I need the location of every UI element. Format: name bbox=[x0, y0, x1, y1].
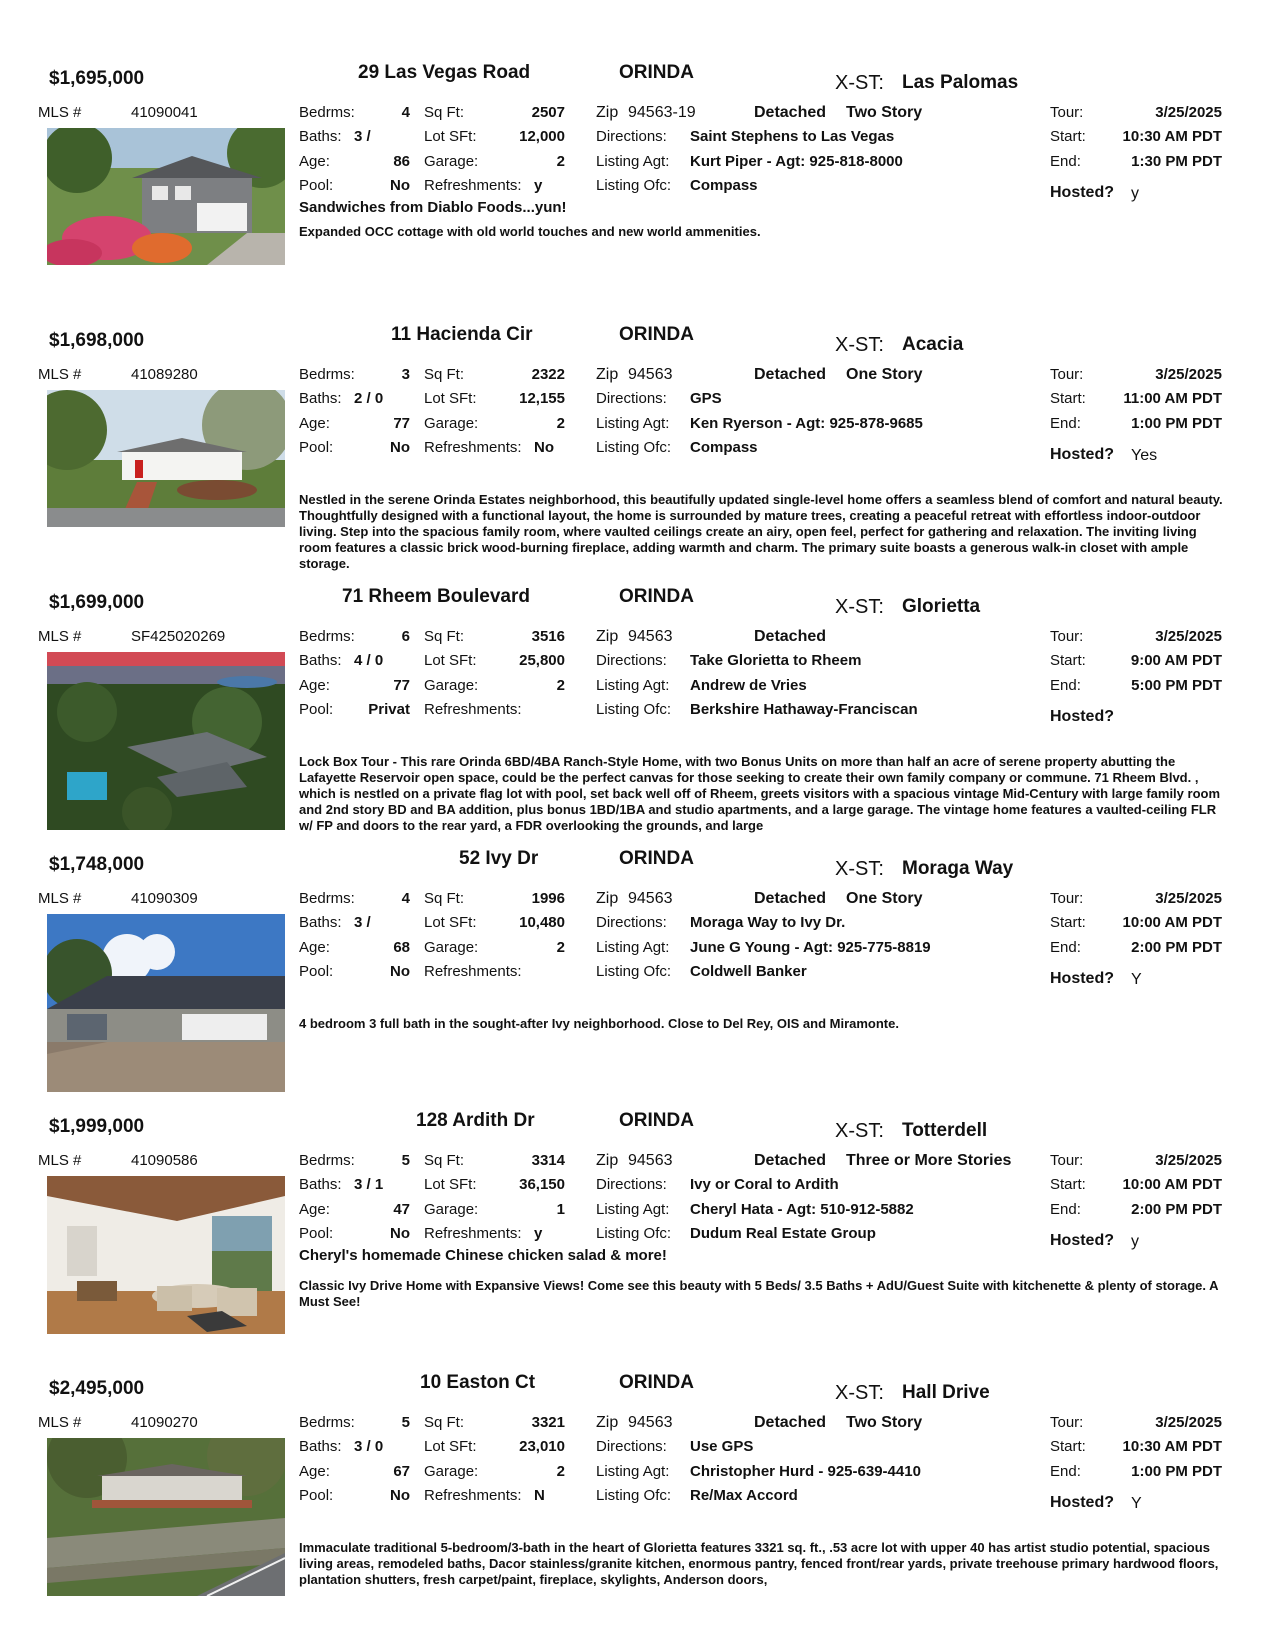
cross-street: Moraga Way bbox=[902, 858, 1014, 879]
sqft-value: 3516 bbox=[531, 628, 565, 645]
cross-street-label: X-ST: bbox=[835, 1382, 884, 1404]
garage-label: Garage: bbox=[424, 153, 479, 170]
mls-number: 41090309 bbox=[131, 890, 198, 907]
listing-photo bbox=[47, 914, 285, 1092]
start-label: Start: bbox=[1050, 390, 1086, 407]
lot-sqft-value: 10,480 bbox=[519, 914, 565, 931]
listing-photo bbox=[47, 652, 285, 830]
start-time: 10:30 AM PDT bbox=[1122, 128, 1222, 145]
directions-label: Directions: bbox=[596, 652, 667, 669]
pool-label: Pool: bbox=[299, 701, 334, 718]
bedrooms-value: 6 bbox=[401, 628, 410, 645]
office-value: Re/Max Accord bbox=[690, 1487, 798, 1504]
sqft-label: Sq Ft: bbox=[424, 366, 465, 383]
listing-address: 11 Hacienda Cir bbox=[391, 324, 533, 345]
bedrooms-label: Bedrms: bbox=[299, 1414, 355, 1431]
directions-value: Use GPS bbox=[690, 1438, 754, 1455]
special-note: Cheryl's homemade Chinese chicken salad & more! bbox=[299, 1247, 667, 1264]
hosted-label: Hosted? bbox=[1050, 446, 1114, 463]
zip-value: 94563 bbox=[628, 1414, 673, 1431]
age-label: Age: bbox=[299, 939, 330, 956]
refreshments-label: Refreshments: bbox=[424, 177, 522, 194]
lot-sqft-label: Lot SFt: bbox=[424, 1176, 477, 1193]
listing-card bbox=[0, 1110, 1275, 1358]
end-label: End: bbox=[1050, 153, 1081, 170]
hosted-label: Hosted? bbox=[1050, 1494, 1114, 1511]
lot-sqft-value: 12,155 bbox=[519, 390, 565, 407]
listing-photo bbox=[47, 128, 285, 265]
directions-label: Directions: bbox=[596, 1176, 667, 1193]
property-style: Two Story bbox=[846, 104, 923, 121]
office-value: Dudum Real Estate Group bbox=[690, 1225, 876, 1242]
cross-street: Hall Drive bbox=[902, 1382, 990, 1403]
bedrooms-value: 5 bbox=[401, 1414, 410, 1431]
zip-value: 94563-19 bbox=[628, 104, 696, 121]
property-type: Detached bbox=[754, 1152, 827, 1169]
agent-value: Cheryl Hata - Agt: 510-912-5882 bbox=[690, 1201, 914, 1218]
lot-sqft-value: 25,800 bbox=[519, 652, 565, 669]
hosted-label: Hosted? bbox=[1050, 184, 1114, 201]
listing-photo bbox=[47, 1438, 285, 1596]
directions-label: Directions: bbox=[596, 914, 667, 931]
lot-sqft-label: Lot SFt: bbox=[424, 390, 477, 407]
cross-street-label: X-ST: bbox=[835, 596, 884, 618]
baths-value: 3 / 0 bbox=[354, 1438, 384, 1455]
baths-value: 3 / bbox=[354, 128, 371, 145]
garage-value: 2 bbox=[556, 415, 565, 432]
pool-value: Privat bbox=[368, 701, 410, 718]
listing-price: $2,495,000 bbox=[49, 1378, 145, 1399]
agent-label: Listing Agt: bbox=[596, 153, 670, 170]
bedrooms-label: Bedrms: bbox=[299, 366, 355, 383]
start-label: Start: bbox=[1050, 128, 1086, 145]
start-label: Start: bbox=[1050, 914, 1086, 931]
pool-label: Pool: bbox=[299, 177, 334, 194]
pool-label: Pool: bbox=[299, 439, 334, 456]
office-value: Berkshire Hathaway-Franciscan bbox=[690, 701, 918, 718]
office-label: Listing Ofc: bbox=[596, 1225, 672, 1242]
age-label: Age: bbox=[299, 677, 330, 694]
zip-label: Zip bbox=[596, 1414, 619, 1431]
baths-value: 3 / 1 bbox=[354, 1176, 384, 1193]
directions-value: GPS bbox=[690, 390, 722, 407]
age-label: Age: bbox=[299, 415, 330, 432]
office-label: Listing Ofc: bbox=[596, 177, 672, 194]
refreshments-value: y bbox=[534, 177, 543, 194]
pool-label: Pool: bbox=[299, 1487, 334, 1504]
pool-value: No bbox=[390, 1487, 410, 1504]
bedrooms-label: Bedrms: bbox=[299, 628, 355, 645]
end-time: 2:00 PM PDT bbox=[1131, 1201, 1222, 1218]
zip-label: Zip bbox=[596, 366, 619, 383]
listing-city: ORINDA bbox=[619, 324, 694, 345]
end-time: 1:00 PM PDT bbox=[1131, 1463, 1222, 1480]
sqft-value: 3321 bbox=[531, 1414, 565, 1431]
listing-photo bbox=[47, 1176, 285, 1334]
agent-label: Listing Agt: bbox=[596, 1463, 670, 1480]
mls-number: 41090270 bbox=[131, 1414, 198, 1431]
baths-label: Baths: bbox=[299, 128, 342, 145]
sqft-value: 2507 bbox=[531, 104, 565, 121]
tour-date: 3/25/2025 bbox=[1155, 1152, 1222, 1169]
listing-card bbox=[0, 1372, 1275, 1620]
garage-label: Garage: bbox=[424, 415, 479, 432]
lot-sqft-value: 36,150 bbox=[519, 1176, 565, 1193]
sqft-label: Sq Ft: bbox=[424, 1414, 465, 1431]
end-time: 1:00 PM PDT bbox=[1131, 415, 1222, 432]
garage-value: 2 bbox=[556, 153, 565, 170]
office-label: Listing Ofc: bbox=[596, 1487, 672, 1504]
pool-value: No bbox=[390, 1225, 410, 1242]
bedrooms-label: Bedrms: bbox=[299, 890, 355, 907]
bedrooms-value: 3 bbox=[401, 366, 410, 383]
directions-label: Directions: bbox=[596, 128, 667, 145]
listing-price: $1,695,000 bbox=[49, 68, 145, 89]
bedrooms-value: 4 bbox=[401, 104, 410, 121]
listing-address: 128 Ardith Dr bbox=[416, 1110, 535, 1131]
hosted-value: Yes bbox=[1131, 447, 1158, 464]
refreshments-label: Refreshments: bbox=[424, 701, 522, 718]
lot-sqft-label: Lot SFt: bbox=[424, 914, 477, 931]
zip-value: 94563 bbox=[628, 890, 673, 907]
office-value: Compass bbox=[690, 439, 758, 456]
cross-street: Acacia bbox=[902, 334, 964, 355]
listing-remarks: Lock Box Tour - This rare Orinda 6BD/4BA Ranch-Style Home, with two Bonus Units on more than half an acre of serene property abutting the Lafayette Reservoir open space, could be the perfect canvas for those seeking to create their own family company or commune. 71 Rheem Blvd. , which is nestled on a private flag lot with pool, set back well off of Rheem, greets visitors with a spacious vintage Mid-Century with large family room and 2nd story BD and BA addition, plus bonus 1BD/1BA and studio apartments, and a large garage. The vintage home features a vaulted-ceiling FLR w/ FP and doors to the rear yard, a FDR overlooking the grounds, and large bbox=[299, 754, 1221, 833]
hosted-label: Hosted? bbox=[1050, 708, 1114, 725]
garage-value: 1 bbox=[556, 1201, 565, 1218]
tour-date: 3/25/2025 bbox=[1155, 1414, 1222, 1431]
end-label: End: bbox=[1050, 677, 1081, 694]
age-value: 68 bbox=[393, 939, 410, 956]
directions-value: Ivy or Coral to Ardith bbox=[690, 1176, 839, 1193]
lot-sqft-label: Lot SFt: bbox=[424, 652, 477, 669]
refreshments-value: N bbox=[534, 1487, 545, 1504]
listing-photo bbox=[47, 390, 285, 527]
pool-value: No bbox=[390, 177, 410, 194]
sqft-value: 1996 bbox=[531, 890, 565, 907]
office-value: Coldwell Banker bbox=[690, 963, 807, 980]
directions-label: Directions: bbox=[596, 1438, 667, 1455]
directions-value: Moraga Way to Ivy Dr. bbox=[690, 914, 846, 931]
age-value: 86 bbox=[393, 153, 410, 170]
zip-value: 94563 bbox=[628, 1152, 673, 1169]
special-note: Sandwiches from Diablo Foods...yun! bbox=[299, 199, 567, 216]
mls-label: MLS # bbox=[38, 366, 82, 383]
end-time: 2:00 PM PDT bbox=[1131, 939, 1222, 956]
property-style: One Story bbox=[846, 890, 923, 907]
tour-date: 3/25/2025 bbox=[1155, 890, 1222, 907]
age-value: 67 bbox=[393, 1463, 410, 1480]
agent-label: Listing Agt: bbox=[596, 415, 670, 432]
sqft-label: Sq Ft: bbox=[424, 890, 465, 907]
tour-date: 3/25/2025 bbox=[1155, 628, 1222, 645]
listing-address: 71 Rheem Boulevard bbox=[342, 586, 530, 607]
agent-value: Christopher Hurd - 925-639-4410 bbox=[690, 1463, 921, 1480]
listing-city: ORINDA bbox=[619, 1110, 694, 1131]
mls-number: SF425020269 bbox=[131, 628, 226, 645]
agent-value: Andrew de Vries bbox=[690, 677, 807, 694]
property-type: Detached bbox=[754, 1414, 827, 1431]
property-style: One Story bbox=[846, 366, 923, 383]
property-style: Two Story bbox=[846, 1414, 923, 1431]
property-type: Detached bbox=[754, 628, 827, 645]
bedrooms-value: 5 bbox=[401, 1152, 410, 1169]
zip-label: Zip bbox=[596, 104, 619, 121]
hosted-label: Hosted? bbox=[1050, 1232, 1114, 1249]
garage-label: Garage: bbox=[424, 1201, 479, 1218]
start-time: 10:30 AM PDT bbox=[1122, 1438, 1222, 1455]
baths-value: 2 / 0 bbox=[354, 390, 384, 407]
sqft-label: Sq Ft: bbox=[424, 104, 465, 121]
pool-label: Pool: bbox=[299, 1225, 334, 1242]
property-type: Detached bbox=[754, 366, 827, 383]
age-label: Age: bbox=[299, 153, 330, 170]
baths-label: Baths: bbox=[299, 914, 342, 931]
listing-city: ORINDA bbox=[619, 62, 694, 83]
bedrooms-label: Bedrms: bbox=[299, 1152, 355, 1169]
baths-label: Baths: bbox=[299, 1438, 342, 1455]
cross-street-label: X-ST: bbox=[835, 72, 884, 94]
listing-city: ORINDA bbox=[619, 586, 694, 607]
end-label: End: bbox=[1050, 1463, 1081, 1480]
start-time: 10:00 AM PDT bbox=[1122, 1176, 1222, 1193]
agent-value: Kurt Piper - Agt: 925-818-8000 bbox=[690, 153, 903, 170]
mls-number: 41090586 bbox=[131, 1152, 198, 1169]
hosted-value: Y bbox=[1131, 971, 1142, 988]
listing-remarks: Nestled in the serene Orinda Estates neighborhood, this beautifully updated single-level home offers a seamless blend of comfort and natural beauty. Thoughtfully designed with a functional layout, the home is surrounded by mature trees, creating a peaceful retreat with effortless indoor-outdoor living. Step into the spacious family room, where vaulted ceilings create an airy, open feel, perfect for gathering and relaxation. The inviting living room features a classic brick wood-burning fireplace, adding warmth and charm. The primary suite boasts a generous walk-in closet with ample storage. bbox=[299, 492, 1223, 571]
mls-label: MLS # bbox=[38, 628, 82, 645]
sqft-label: Sq Ft: bbox=[424, 1152, 465, 1169]
directions-value: Saint Stephens to Las Vegas bbox=[690, 128, 895, 145]
sqft-value: 2322 bbox=[531, 366, 565, 383]
mls-label: MLS # bbox=[38, 890, 82, 907]
cross-street-label: X-ST: bbox=[835, 1120, 884, 1142]
cross-street: Glorietta bbox=[902, 596, 981, 617]
property-style: Three or More Stories bbox=[846, 1152, 1012, 1169]
tour-date: 3/25/2025 bbox=[1155, 104, 1222, 121]
sqft-label: Sq Ft: bbox=[424, 628, 465, 645]
listing-address: 10 Easton Ct bbox=[420, 1372, 536, 1393]
age-value: 47 bbox=[393, 1201, 410, 1218]
garage-label: Garage: bbox=[424, 677, 479, 694]
lot-sqft-label: Lot SFt: bbox=[424, 1438, 477, 1455]
zip-label: Zip bbox=[596, 1152, 619, 1169]
listing-price: $1,748,000 bbox=[49, 854, 145, 875]
start-label: Start: bbox=[1050, 1438, 1086, 1455]
pool-value: No bbox=[390, 439, 410, 456]
hosted-value: y bbox=[1131, 1233, 1139, 1250]
refreshments-value: No bbox=[534, 439, 554, 456]
tour-label: Tour: bbox=[1050, 628, 1084, 645]
cross-street: Totterdell bbox=[902, 1120, 988, 1141]
baths-value: 4 / 0 bbox=[354, 652, 384, 669]
lot-sqft-label: Lot SFt: bbox=[424, 128, 477, 145]
cross-street-label: X-ST: bbox=[835, 858, 884, 880]
garage-value: 2 bbox=[556, 1463, 565, 1480]
property-type: Detached bbox=[754, 104, 827, 121]
zip-value: 94563 bbox=[628, 628, 673, 645]
listing-address: 29 Las Vegas Road bbox=[358, 62, 531, 83]
listing-price: $1,698,000 bbox=[49, 330, 145, 351]
cross-street: Las Palomas bbox=[902, 72, 1019, 93]
listing-card bbox=[0, 848, 1275, 1096]
agent-label: Listing Agt: bbox=[596, 939, 670, 956]
end-label: End: bbox=[1050, 939, 1081, 956]
age-value: 77 bbox=[393, 415, 410, 432]
listing-remarks: Expanded OCC cottage with old world touches and new world ammenities. bbox=[299, 224, 761, 239]
hosted-value: Y bbox=[1131, 1495, 1142, 1512]
age-value: 77 bbox=[393, 677, 410, 694]
garage-value: 2 bbox=[556, 939, 565, 956]
refreshments-value: y bbox=[534, 1225, 543, 1242]
end-time: 1:30 PM PDT bbox=[1131, 153, 1222, 170]
hosted-value: y bbox=[1131, 185, 1139, 202]
tour-label: Tour: bbox=[1050, 1152, 1084, 1169]
garage-value: 2 bbox=[556, 677, 565, 694]
refreshments-label: Refreshments: bbox=[424, 963, 522, 980]
start-time: 9:00 AM PDT bbox=[1130, 652, 1222, 669]
zip-label: Zip bbox=[596, 628, 619, 645]
refreshments-label: Refreshments: bbox=[424, 1487, 522, 1504]
tour-label: Tour: bbox=[1050, 366, 1084, 383]
age-label: Age: bbox=[299, 1201, 330, 1218]
listing-card bbox=[0, 586, 1275, 834]
agent-value: June G Young - Agt: 925-775-8819 bbox=[690, 939, 931, 956]
listing-price: $1,699,000 bbox=[49, 592, 145, 613]
zip-value: 94563 bbox=[628, 366, 673, 383]
office-value: Compass bbox=[690, 177, 758, 194]
lot-sqft-value: 23,010 bbox=[519, 1438, 565, 1455]
listing-city: ORINDA bbox=[619, 848, 694, 869]
mls-number: 41090041 bbox=[131, 104, 198, 121]
mls-number: 41089280 bbox=[131, 366, 198, 383]
bedrooms-value: 4 bbox=[401, 890, 410, 907]
mls-label: MLS # bbox=[38, 1414, 82, 1431]
listing-remarks: 4 bedroom 3 full bath in the sought-after Ivy neighborhood. Close to Del Rey, OIS and Miramonte. bbox=[299, 1016, 899, 1031]
sqft-value: 3314 bbox=[531, 1152, 565, 1169]
tour-label: Tour: bbox=[1050, 1414, 1084, 1431]
refreshments-label: Refreshments: bbox=[424, 1225, 522, 1242]
listing-address: 52 Ivy Dr bbox=[459, 848, 539, 869]
garage-label: Garage: bbox=[424, 1463, 479, 1480]
listing-card bbox=[0, 62, 1275, 310]
office-label: Listing Ofc: bbox=[596, 701, 672, 718]
start-time: 11:00 AM PDT bbox=[1123, 390, 1222, 407]
agent-label: Listing Agt: bbox=[596, 677, 670, 694]
tour-label: Tour: bbox=[1050, 104, 1084, 121]
baths-label: Baths: bbox=[299, 652, 342, 669]
listing-price: $1,999,000 bbox=[49, 1116, 145, 1137]
directions-value: Take Glorietta to Rheem bbox=[690, 652, 862, 669]
mls-label: MLS # bbox=[38, 1152, 82, 1169]
start-time: 10:00 AM PDT bbox=[1122, 914, 1222, 931]
mls-label: MLS # bbox=[38, 104, 82, 121]
agent-value: Ken Ryerson - Agt: 925-878-9685 bbox=[690, 415, 923, 432]
zip-label: Zip bbox=[596, 890, 619, 907]
baths-label: Baths: bbox=[299, 1176, 342, 1193]
office-label: Listing Ofc: bbox=[596, 439, 672, 456]
cross-street-label: X-ST: bbox=[835, 334, 884, 356]
tour-label: Tour: bbox=[1050, 890, 1084, 907]
end-time: 5:00 PM PDT bbox=[1131, 677, 1222, 694]
start-label: Start: bbox=[1050, 1176, 1086, 1193]
listing-city: ORINDA bbox=[619, 1372, 694, 1393]
refreshments-label: Refreshments: bbox=[424, 439, 522, 456]
baths-label: Baths: bbox=[299, 390, 342, 407]
tour-date: 3/25/2025 bbox=[1155, 366, 1222, 383]
garage-label: Garage: bbox=[424, 939, 479, 956]
listing-remarks: Immaculate traditional 5-bedroom/3-bath in the heart of Glorietta features 3321 sq. ft., .53 acre lot with upper 40 has artist studio potential, spacious living areas, remodeled baths, Dacor stainless/granite kitchen, enormous pantry, fenced front/rear yards, private treehouse primary hardwood floors, plantation shutters, fresh carpet/paint, fireplace, skylights, Anderson doors, bbox=[299, 1540, 1219, 1587]
end-label: End: bbox=[1050, 1201, 1081, 1218]
lot-sqft-value: 12,000 bbox=[519, 128, 565, 145]
bedrooms-label: Bedrms: bbox=[299, 104, 355, 121]
hosted-label: Hosted? bbox=[1050, 970, 1114, 987]
start-label: Start: bbox=[1050, 652, 1086, 669]
baths-value: 3 / bbox=[354, 914, 371, 931]
property-type: Detached bbox=[754, 890, 827, 907]
age-label: Age: bbox=[299, 1463, 330, 1480]
pool-label: Pool: bbox=[299, 963, 334, 980]
agent-label: Listing Agt: bbox=[596, 1201, 670, 1218]
office-label: Listing Ofc: bbox=[596, 963, 672, 980]
listing-card bbox=[0, 324, 1275, 572]
listing-remarks: Classic Ivy Drive Home with Expansive Views! Come see this beauty with 5 Beds/ 3.5 Baths + AdU/Guest Suite with kitchenette & plenty of storage. A Must See! bbox=[299, 1278, 1219, 1309]
pool-value: No bbox=[390, 963, 410, 980]
end-label: End: bbox=[1050, 415, 1081, 432]
directions-label: Directions: bbox=[596, 390, 667, 407]
